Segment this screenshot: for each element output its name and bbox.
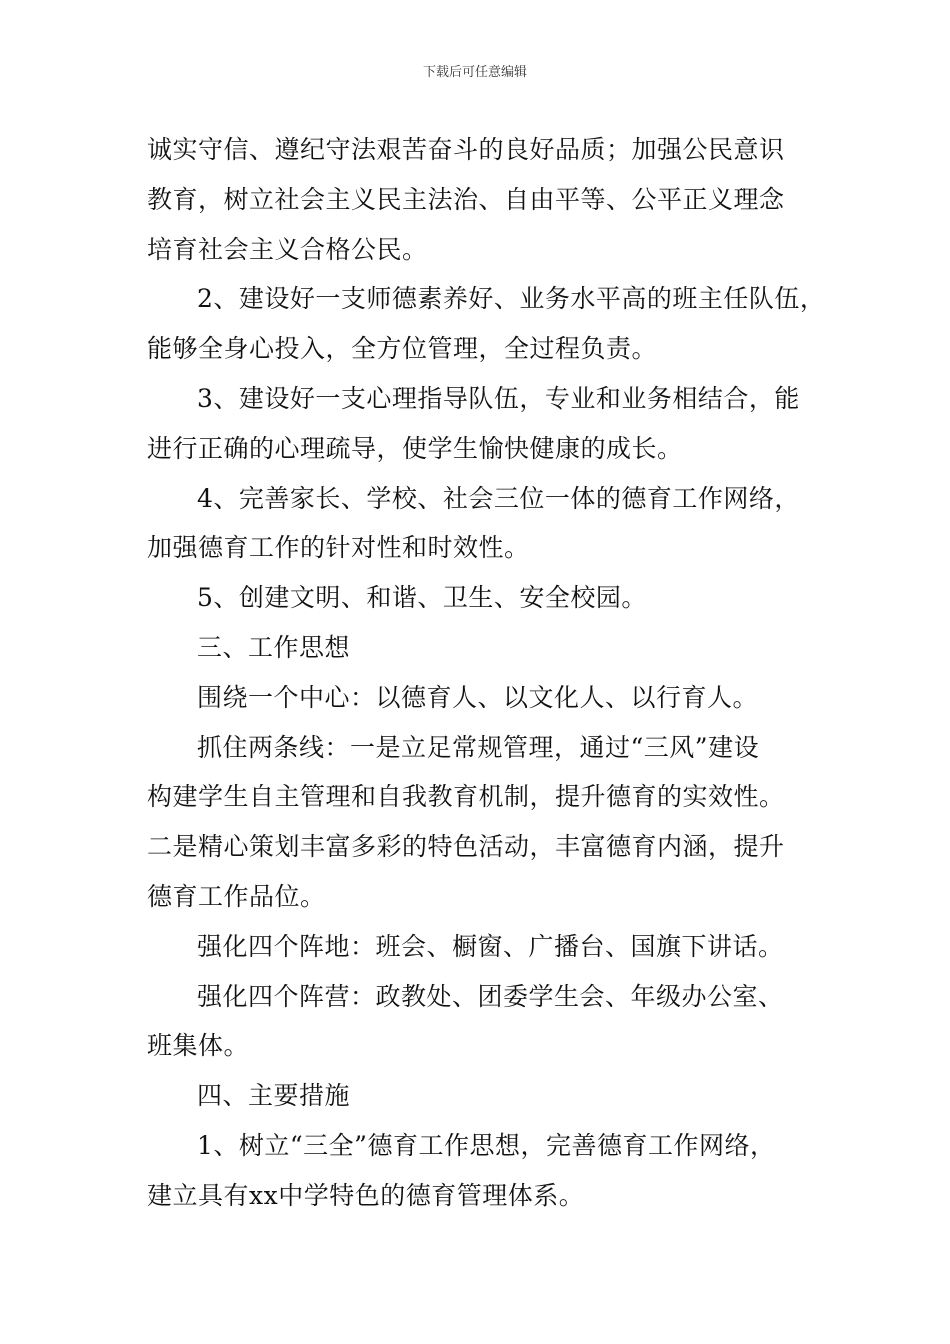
text-line: 班集体。 xyxy=(147,1031,250,1061)
text-line: 能够全身心投入，全方位管理，全过程负责。 xyxy=(147,334,658,364)
document-body xyxy=(147,125,827,1221)
text-line: 3、建设好一支心理指导队伍，专业和业务相结合，能 xyxy=(197,383,800,413)
paragraph xyxy=(147,125,827,274)
paragraph xyxy=(147,723,827,922)
paragraph xyxy=(147,474,827,574)
text-line: 构建学生自主管理和自我教育机制，提升德育的实效性。 xyxy=(147,782,785,812)
paragraph xyxy=(147,922,827,972)
text-line: 5、创建文明、和谐、卫生、安全校园。 xyxy=(197,583,647,613)
paragraph xyxy=(147,573,827,623)
text-line: 加强德育工作的针对性和时效性。 xyxy=(147,533,530,563)
text-line: 培育社会主义合格公民。 xyxy=(147,234,428,264)
paragraph xyxy=(147,274,827,374)
paragraph xyxy=(147,623,827,673)
page-header: 下载后可任意编辑 xyxy=(422,65,527,80)
text-line: 强化四个阵营：政教处、团委学生会、年级办公室、 xyxy=(197,981,784,1011)
text-line: 教育，树立社会主义民主法治、自由平等、公平正义理念 xyxy=(147,184,785,214)
text-line: 1、树立“三全”德育工作思想，完善德育工作网络， xyxy=(197,1130,776,1160)
paragraph xyxy=(147,673,827,723)
text-line: 德育工作品位。 xyxy=(147,881,326,911)
text-line: 抓住两条线：一是立足常规管理，通过“三风”建设 xyxy=(197,732,760,762)
paragraph xyxy=(147,374,827,474)
text-line: 二是精心策划丰富多彩的特色活动，丰富德育内涵，提升 xyxy=(147,832,785,862)
paragraph xyxy=(147,1121,827,1221)
paragraph xyxy=(147,1071,827,1121)
text-line: 诚实守信、遵纪守法艰苦奋斗的良好品质；加强公民意识 xyxy=(147,135,785,164)
text-line: 4、完善家长、学校、社会三位一体的德育工作网络， xyxy=(197,483,800,513)
paragraph xyxy=(147,972,827,1072)
text-line: 围绕一个中心：以德育人、以文化人、以行育人。 xyxy=(197,682,759,712)
text-line: 四、主要措施 xyxy=(197,1081,351,1111)
text-line: 三、工作思想 xyxy=(197,632,351,662)
text-line: 进行正确的心理疏导，使学生愉快健康的成长。 xyxy=(147,433,683,463)
text-line: 2、建设好一支师德素养好、业务水平高的班主任队伍， xyxy=(197,284,826,314)
text-line: 强化四个阵地：班会、橱窗、广播台、国旗下讲话。 xyxy=(197,931,784,961)
text-line: 建立具有xx中学特色的德育管理体系。 xyxy=(147,1180,585,1210)
